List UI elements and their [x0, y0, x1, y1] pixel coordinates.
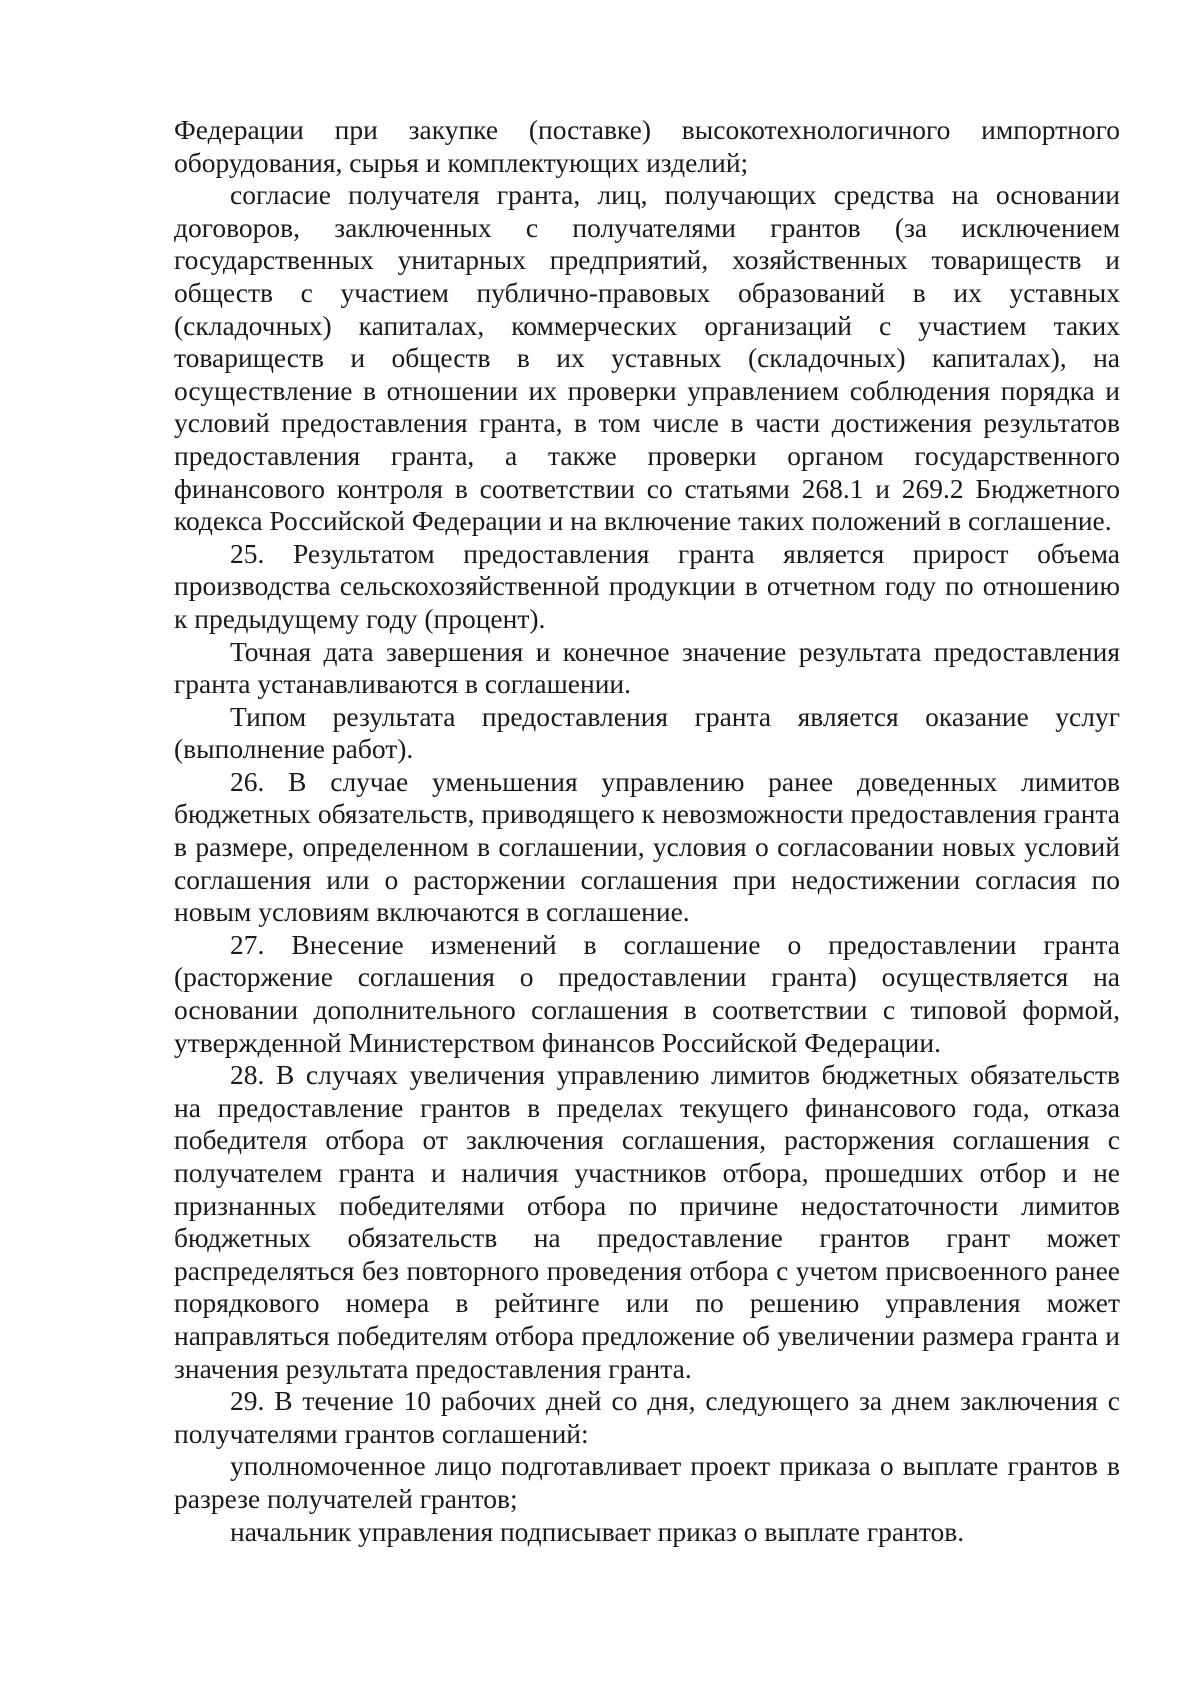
paragraph-continuation: Федерации при закупке (поставке) высокотехнологичного импортного оборудования, сырья и комплектующих изделий; — [174, 114, 1120, 178]
paragraph-item-26: 26. В случае уменьшения управлению ранее доведенных лимитов бюджетных обязательств, приводящего к невозможности предоставления гранта в размере, определенном в соглашении, условия о согласовании новых условий соглашения или о расторжении соглашения при недостижении согласия по новым условиям включаются в соглашение. — [174, 765, 1120, 928]
document-body — [174, 114, 1120, 1548]
paragraph-item-29: 29. В течение 10 рабочих дней со дня, следующего за днем заключения с получателями грантов соглашений: — [174, 1385, 1120, 1449]
paragraph-order-draft: уполномоченное лицо подготавливает проект приказа о выплате грантов в разрезе получателей грантов; — [174, 1450, 1120, 1514]
paragraph-result-type: Типом результата предоставления гранта является оказание услуг (выполнение работ). — [174, 700, 1120, 765]
paragraph-item-27: 27. Внесение изменений в соглашение о предоставлении гранта (расторжение соглашения о предоставлении гранта) осуществляется на основании дополнительного соглашения в соответствии с типовой формой, утвержденной Министерством финансов Российской Федерации. — [174, 928, 1120, 1058]
paragraph-result-date: Точная дата завершения и конечное значение результата предоставления гранта устанавливаются в соглашении. — [174, 635, 1120, 700]
paragraph-consent: согласие получателя гранта, лиц, получающих средства на основании договоров, заключенных с получателями грантов (за исключением государственных унитарных предприятий, хозяйственных товариществ и обществ с участием публично-правовых образований в их уставных (складочных) капиталах, коммерческих организаций с участием таких товариществ и обществ в их уставных (складочных) капиталах), на осуществление в отношении их проверки управлением соблюдения порядка и условий предоставления гранта, в том числе в части достижения результатов предоставления гранта, а также проверки органом государственного финансового контроля в соответствии со статьями 268.1 и 269.2 Бюджетного кодекса Российской Федерации и на включение таких положений в соглашение. — [174, 179, 1120, 537]
paragraph-item-28: 28. В случаях увеличения управлению лимитов бюджетных обязательств на предоставление грантов в пределах текущего финансового года, отказа победителя отбора от заключения соглашения, расторжения соглашения с получателем гранта и наличия участников отбора, прошедших отбор и не признанных победителями отбора по причине недостаточности лимитов бюджетных обязательств на предоставление грантов грант может распределяться без повторного проведения отбора с учетом присвоенного ранее порядкового номера в рейтинге или по решению управления может направляться победителям отбора предложение об увеличении размера гранта и значения результата предоставления гранта. — [174, 1059, 1120, 1384]
paragraph-item-25: 25. Результатом предоставления гранта является прирост объема производства сельскохозяйственной продукции в отчетном году по отношению к предыдущему году (процент). — [174, 537, 1120, 634]
paragraph-order-signed: начальник управления подписывает приказ о выплате грантов. — [230, 1515, 965, 1547]
